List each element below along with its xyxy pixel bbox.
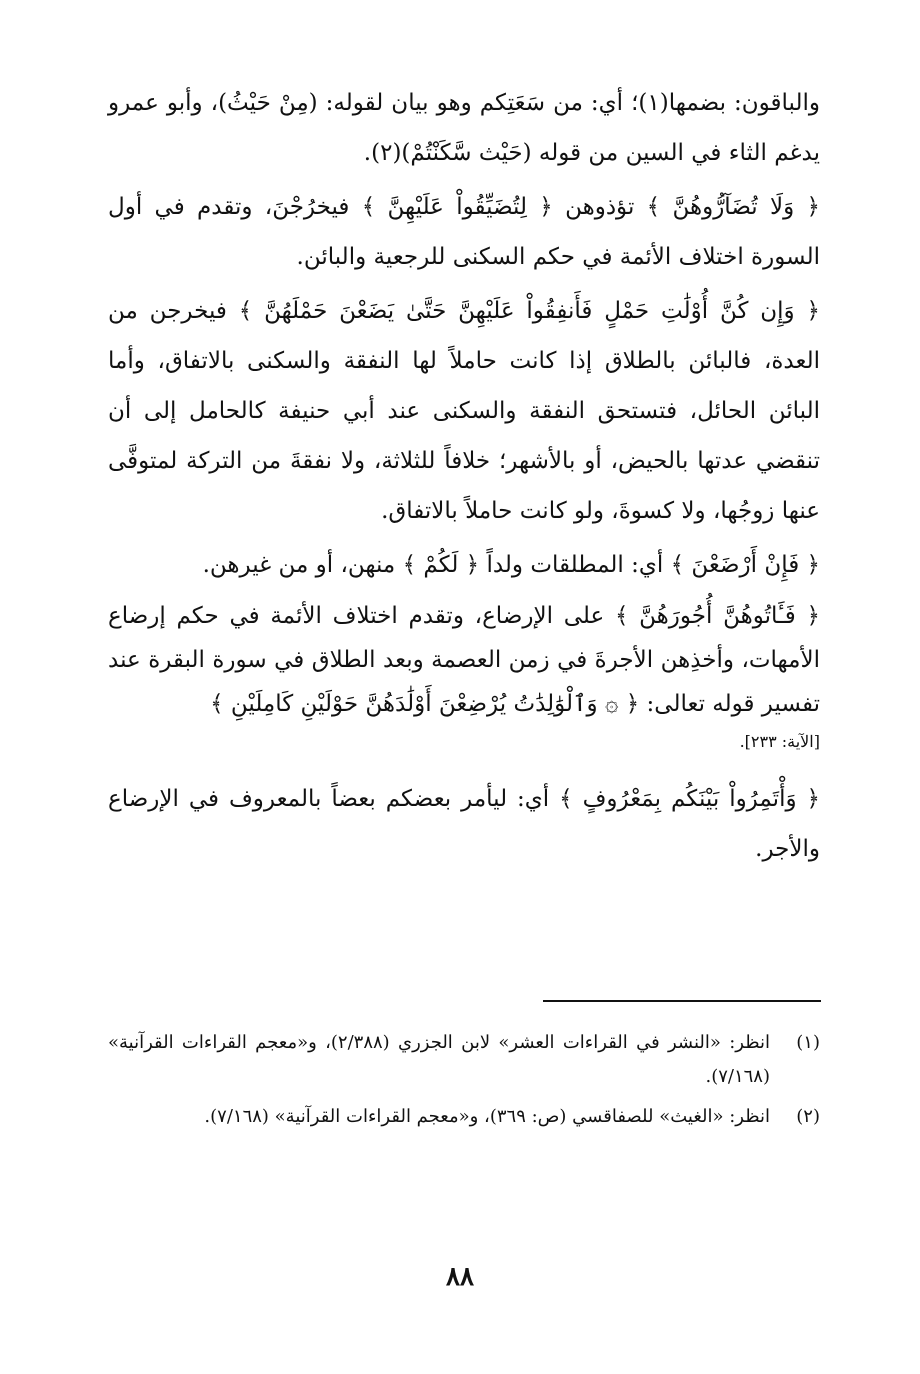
paragraph-consult: ﴿ وَأْتَمِرُواْ بَيْنَكُم بِمَعْرُوفٍ ﴾ أي: ليأمر بعضكم بعضاً بالمعروف في الإرضاع والأجر. [108, 786, 820, 862]
page-number: ٨٨ [446, 1262, 474, 1292]
paragraph-wages: ﴿ فَـَٔاتُوهُنَّ أُجُورَهُنَّ ﴾ على الإرضاع، وتقدم اختلاف الأئمة في حكم إرضاع الأمهات، وأخذِهن الأجرةَ في زمن العصمة وبعد الطلاق في سورة البقرة عند تفسير قوله تعالى: ﴿ ۞ وَٱلْوَٰلِدَٰتُ يُرْضِعْنَ أَوْلَٰدَهُنَّ حَوْلَيْنِ كَامِلَيْنِ ﴾ [108, 603, 820, 717]
footnote-number: (١) [796, 1032, 820, 1053]
paragraph-no-harm: ﴿ وَلَا تُضَآرُّوهُنَّ ﴾ تؤذوهن ﴿ لِتُضَيِّقُواْ عَلَيْهِنَّ ﴾ فيخرُجْنَ، وتقدم في أول السورة اختلاف الأئمة في حكم السكنى للرجعية والبائن. [108, 194, 820, 270]
footnote-text: انظر: «الغيث» للصفاقسي (ص: ٣٦٩)، و«معجم القراءات القرآنية» (٧/١٦٨). [204, 1106, 770, 1127]
verse-reference: [الآية: ٢٣٣]. [739, 732, 820, 751]
footnote-text: انظر: «النشر في القراءات العشر» لابن الجزري (٢/٣٨٨)، و«معجم القراءات القرآنية» (٧/١٦٨). [108, 1032, 770, 1087]
footnote-divider [543, 1000, 821, 1002]
footnotes [108, 1026, 820, 1140]
paragraph-pregnant: ﴿ وَإِن كُنَّ أُوْلَٰتِ حَمْلٍ فَأَنفِقُواْ عَلَيْهِنَّ حَتَّىٰ يَضَعْنَ حَمْلَهُنَّ ﴾ فيخرجن من العدة، فالبائن بالطلاق إذا كانت حاملاً لها النفقة والسكنى بالاتفاق، وأما البائن الحائل، فتستحق النفقة والسكنى عند أبي حنيفة كالحامل إلى أن تنقضي عدتها بالحيض، أو بالأشهر؛ خلافاً للثلاثة، ولا نفقةَ من التركة لمتوفَّى عنها زوجُها، ولا كسوةَ، ولو كانت حاملاً بالاتفاق. [108, 298, 820, 524]
footnote-2 [108, 1100, 820, 1134]
paragraph-nursing: ﴿ فَإِنْ أَرْضَعْنَ ﴾ أي: المطلقات ولداً ﴿ لَكُمْ ﴾ منهن، أو من غيرهن. [202, 552, 820, 578]
main-text [108, 78, 820, 878]
footnote-1 [108, 1026, 820, 1094]
paragraph-readings: والباقون: بضمها(١)؛ أي: من سَعَتِكم وهو بيان لقوله: (مِنْ حَيْثُ)، وأبو عمرو يدغم الثاء في السين من قوله (حَيْث سَّكَنْتُمْ)(٢). [108, 90, 820, 166]
footnote-number: (٢) [796, 1106, 820, 1127]
